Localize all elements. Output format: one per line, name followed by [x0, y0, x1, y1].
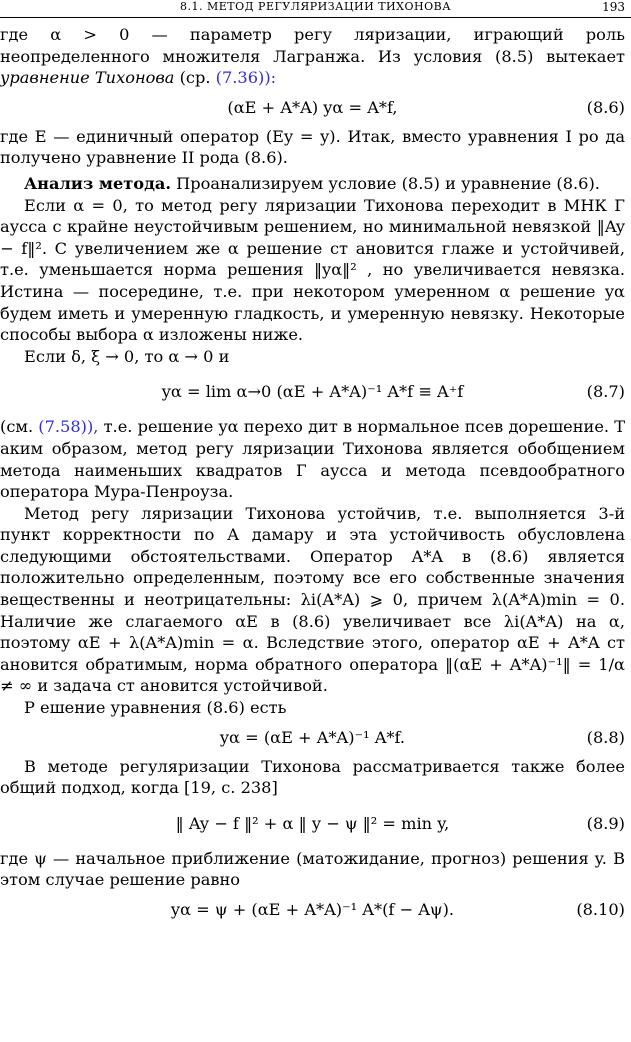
- page-body: [0, 18, 625, 928]
- ref-link-7-58[interactable]: (7.58)),: [38, 417, 99, 437]
- equation-8-6-formula: (αE + A*A) yα = A*f,: [227, 97, 398, 117]
- equation-8-9: [0, 802, 625, 845]
- paragraph-3: [0, 173, 625, 195]
- paragraph-3-text: Проанализируем условие (8.5) и уравнение (8.6).: [171, 173, 600, 193]
- equation-8-9-number: (8.9): [586, 813, 625, 833]
- paragraph-8: Р ешение уравнения (8.6) есть: [24, 698, 287, 718]
- equation-8-7-number: (8.7): [586, 382, 625, 402]
- paragraph-9: В методе регуляризации Тихонова рассматривается также более общий подход, когда [19, с. 238]: [0, 756, 625, 798]
- equation-8-8: [0, 722, 625, 753]
- paragraph-6: [0, 416, 625, 502]
- equation-8-10-number: (8.10): [576, 900, 625, 919]
- equation-8-6: [0, 92, 625, 123]
- equation-8-8-formula: yα = (αE + A*A)⁻¹ A*f.: [219, 727, 406, 747]
- equation-8-9-formula: ‖ Ay − f ‖² + α ‖ y − ψ ‖² = min y,: [175, 813, 450, 833]
- paragraph-1-text-b: (ср.: [174, 68, 216, 88]
- paragraph-1-text-a: где α > 0 — параметр регу ляризации, играющий роль неопределенного множителя Лагранжа. Из условия (8.5) вытекает: [0, 25, 625, 66]
- equation-8-7-formula: yα = lim α→0 (αE + A*A)⁻¹ A*f ≡ A⁺f: [161, 382, 464, 402]
- page-number: 193: [602, 0, 625, 14]
- paragraph-4: Если α = 0, то метод регу ляризации Тихонова переходит в МНК Г аусса с крайне неустойчивым решением, но минимальной невязкой ‖Ay − f‖². С увеличением же α решение ст ановится глаже и устойчивей, т.е. уменьшается норма решения ‖yα‖² , но увеличивается невязка. Истина — посередине, т.е. при некотором умеренном α решение yα будем иметь и умеренную гладкость, и умеренную невязку. Некоторые способы выбора α изложены ниже.: [0, 195, 625, 345]
- paragraph-6-text-a: (см.: [0, 417, 39, 437]
- running-header: [0, 0, 631, 18]
- term-tikhonov-equation: уравнение Тихонова: [0, 68, 175, 88]
- equation-8-6-number: (8.6): [586, 97, 625, 117]
- paragraph-6-text-b: т.е. решение yα перехо дит в нормальное псев дорешение. Т аким образом, метод регу ляризации Тихонова является обобщением метода наименьших квадратов Г аусса и метода псевдообратного оператора Мура-Пенроуза.: [0, 417, 626, 502]
- equation-8-8-number: (8.8): [586, 727, 625, 747]
- paragraph-1: [0, 24, 625, 89]
- equation-8-10: [0, 894, 625, 925]
- paragraph-2: где E — единичный оператор (Ey = y). Итак, вместо уравнения I ро да получено уравнение II рода (8.6).: [0, 126, 625, 168]
- paragraph-7: Метод регу ляризации Тихонова устойчив, т.е. выполняется 3-й пункт корректности по А дамару и эта устойчивость обусловлена следующими обстоятельствами. Оператор A*A в (8.6) является положительно определенным, поэтому все его собственные значения вещественны и неотрицательны: λi(A*A) ⩾ 0, причем λ(A*A)min = 0. Наличие же слагаемого αE в (8.6) увеличивает все λi(A*A) на α, поэтому αE + λ(A*A)min = α. Вследствие этого, оператор αE + A*A ст ановится обратимым, норма обратного оператора ‖(αE + A*A)⁻¹‖ = 1/α ≠ ∞ и задача ст ановится устойчивой.: [0, 503, 625, 696]
- section-heading-analysis: Анализ метода.: [24, 173, 172, 193]
- equation-8-7: [0, 370, 625, 413]
- ref-link-7-36[interactable]: (7.36)):: [215, 68, 277, 88]
- paragraph-5: Если δ, ξ → 0, то α → 0 и: [24, 346, 230, 366]
- section-title: 8.1. МЕТОД РЕГУЛЯРИЗАЦИИ ТИХОНОВА: [179, 0, 452, 13]
- equation-8-10-formula: yα = ψ + (αE + A*A)⁻¹ A*(f − Aψ).: [170, 900, 455, 919]
- paragraph-10: где ψ — начальное приближение (матожидание, прогноз) решения y. В этом случае решение равно: [0, 848, 625, 890]
